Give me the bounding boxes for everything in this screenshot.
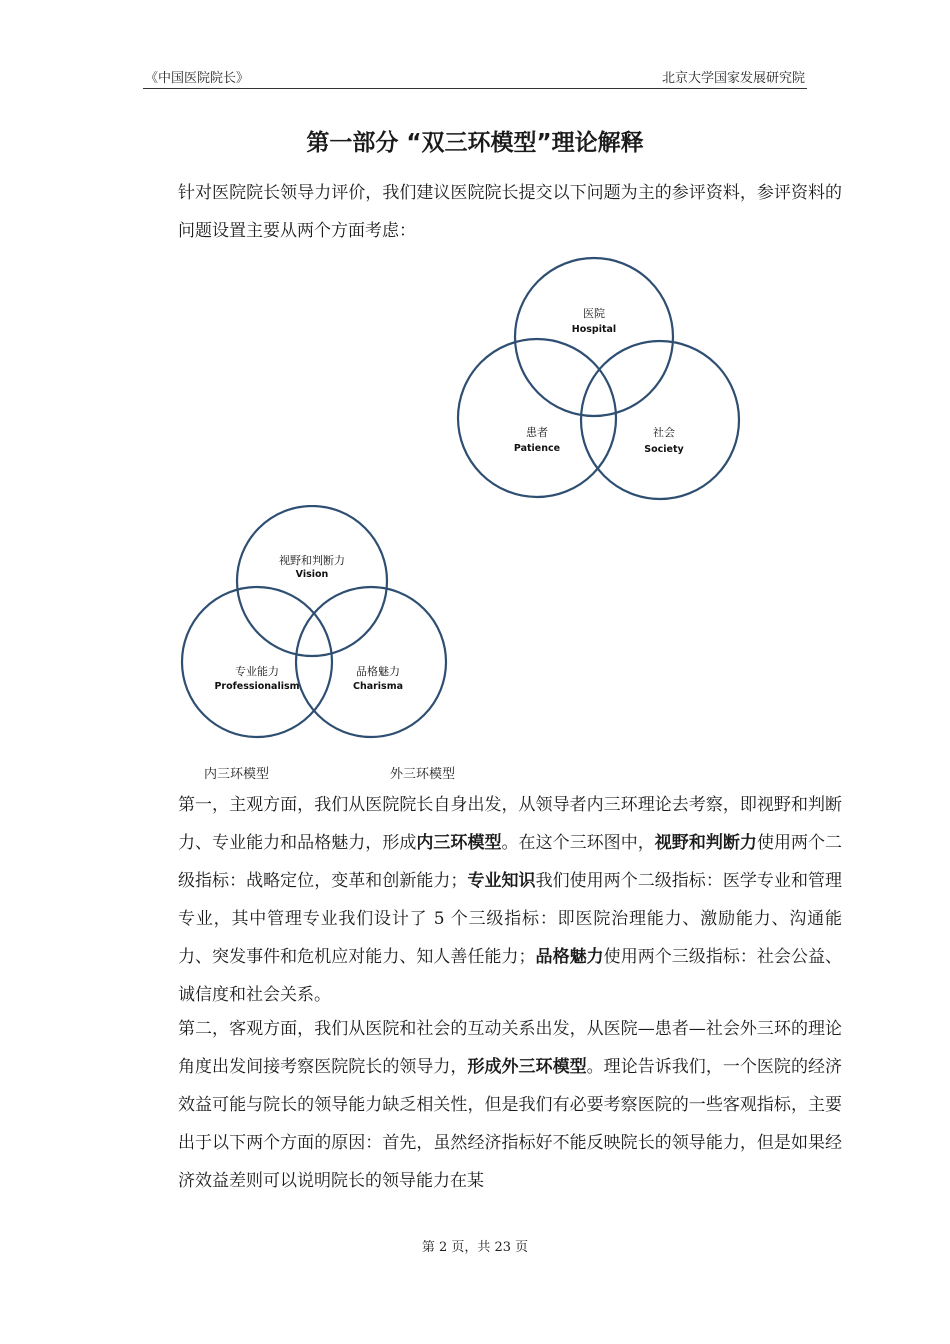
inner-three-ring-diagram — [175, 505, 455, 745]
label-charisma-zh: 品格魅力 — [356, 665, 400, 678]
label-hospital-en: Hospital — [571, 324, 617, 335]
ring-vision — [237, 506, 387, 656]
header-publication: 《中国医院院长》 — [145, 71, 250, 86]
label-hospital-zh: 医院 — [583, 307, 605, 320]
para1-text-3: 使用两个二级指标：战略定位，变革和创新能力； — [178, 833, 843, 891]
para2-bold-outer-model: 形成外三环模型 — [467, 1057, 587, 1077]
outer-three-ring-diagram — [450, 250, 750, 510]
label-vision-en: Vision — [295, 569, 329, 580]
para2-text-2: 。理论告诉我们，一个医院的经济效益可能与院长的领导能力缺乏相关性，但是我们有必要考察医院的一些客观指标，主要出于以下两个方面的原因：首先，虽然经济指标好不能反映院长的领导能力，但是如果经济效益差则可以说明院长的领导能力在某 — [178, 1057, 843, 1191]
para1-bold-vision: 视野和判断力 — [654, 833, 757, 853]
para1-bold-charisma: 品格魅力 — [535, 947, 604, 967]
para1-text-5: 使用两个三级指标：社会公益、诚信度和社会关系。 — [178, 947, 843, 1005]
header-rule — [143, 88, 807, 89]
label-vision-zh: 视野和判断力 — [279, 554, 345, 567]
ring-charisma — [296, 587, 446, 737]
para1-bold-inner-model: 内三环模型 — [416, 833, 502, 853]
label-professionalism-en: Professionalism — [214, 681, 300, 692]
header-institution: 北京大学国家发展研究院 — [661, 71, 805, 86]
paragraph-subjective — [144, 786, 842, 1014]
intro-paragraph: 针对医院院长领导力评价，我们建议医院院长提交以下问题为主的参评资料，参评资料的问题设置主要从两个方面考虑： — [178, 183, 842, 241]
label-patience-en: Patience — [513, 443, 561, 454]
para1-text-1: 第一，主观方面，我们从医院院长自身出发，从领导者内三环理论去考察，即视野和判断力、专业能力和品格魅力，形成 — [178, 795, 842, 853]
para2-text-1: 第二，客观方面，我们从医院和社会的互动关系出发，从医院—患者—社会外三环的理论角度出发间接考察医院院长的领导力， — [178, 1019, 842, 1077]
label-society-en: Society — [644, 444, 684, 455]
para1-bold-expertise: 专业知识 — [467, 871, 536, 891]
para1-text-2: 。在这个三环图中， — [501, 833, 655, 853]
paragraph-objective — [144, 1010, 842, 1200]
ring-society — [581, 341, 739, 499]
ring-professionalism — [182, 587, 332, 737]
label-society-zh: 社会 — [653, 426, 675, 439]
page-number: 第 2 页，共 23 页 — [421, 1240, 529, 1255]
caption-inner-model: 内三环模型 — [204, 767, 270, 782]
ring-patience — [458, 339, 616, 497]
label-patience-zh: 患者 — [526, 426, 548, 439]
section-title: 第一部分 “双三环模型”理论解释 — [306, 130, 644, 156]
label-professionalism-zh: 专业能力 — [235, 665, 279, 678]
ring-hospital — [515, 258, 673, 416]
para1-text-4: 我们使用两个二级指标：医学专业和管理专业，其中管理专业我们设计了 5 个三级指标：即医院治理能力、激励能力、沟通能力、突发事件和危机应对能力、知人善任能力； — [178, 871, 843, 967]
label-charisma-en: Charisma — [352, 681, 404, 692]
caption-outer-model: 外三环模型 — [390, 767, 456, 782]
